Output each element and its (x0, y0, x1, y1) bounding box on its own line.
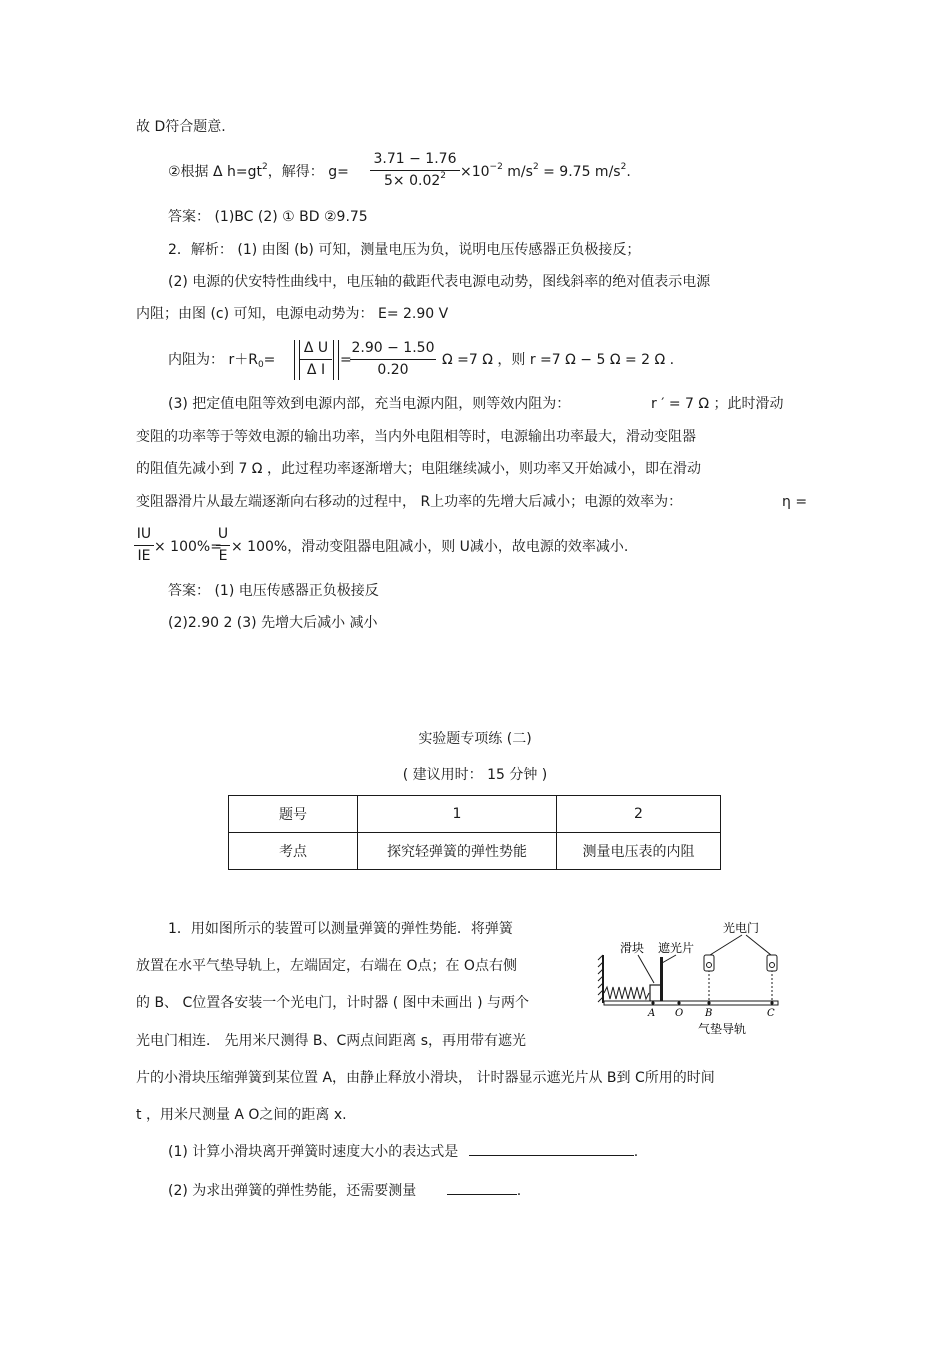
text-line: 光电门相连． 先用米尺测得 B、C两点间距离 s，再用带有遮光 (136, 1033, 527, 1049)
question-1: (1) 计算小滑块离开弹簧时速度大小的表达式是 . (168, 1144, 639, 1160)
text-line: (2) 电源的伏安特性曲线中，电压轴的截距代表电源电动势，图线斜率的绝对值表示电源 (168, 274, 711, 290)
abs-bar-right (333, 340, 339, 380)
text-line: 1．用如图所示的装置可以测量弹簧的弹性势能．将弹簧 (168, 921, 513, 937)
section-subtitle: ( 建议用时： 15 分钟 ) (402, 767, 548, 783)
text-line: × 100%，滑动变阻器电阻减小，则 U减小，故电源的效率减小. (231, 539, 629, 555)
text-line: (3) 把定值电阻等效到电源内部，充当电源内阻，则等效内阻为： (168, 396, 571, 412)
answer-blank[interactable] (447, 1194, 517, 1195)
text-line: 故 D符合题意. (136, 119, 226, 135)
leader-slider (638, 955, 654, 983)
equation-r-result: Ω =7 Ω ，则 r =7 Ω − 5 Ω = 2 Ω . (442, 352, 675, 368)
label-a: A (648, 1008, 656, 1019)
label-c: C (767, 1008, 775, 1019)
answer-blank[interactable] (469, 1155, 634, 1156)
equation-r: 内阻为： $r+R_0=$ (168, 352, 276, 370)
fraction-g: 3.71 − 1.76 $5\times 0.02^2$ (370, 151, 460, 192)
leader-gate-c (746, 935, 771, 955)
fraction-u-e: U E (217, 526, 229, 564)
text-line: 放置在水平气垫导轨上，左端固定，右端在 O点；在 O点右侧 (136, 958, 517, 974)
text-line: 片的小滑块压缩弹簧到某位置 A，由静止释放小滑块， 计时器显示遮光片从 B到 C所用的时间 (136, 1070, 715, 1086)
equals-sign: = (340, 352, 352, 368)
point-c (770, 1001, 773, 1004)
text-line: 内阻；由图 (c) 可知，电源电动势为： E= 2.90 V (136, 306, 449, 322)
text-line: r ′ = 7 Ω ；此时滑动 (651, 396, 784, 412)
table-cell: 2 (557, 796, 721, 833)
shade-plate (660, 957, 663, 1001)
question-2: (2) 为求出弹簧的弹性势能，还需要测量 . (168, 1183, 522, 1199)
text-line: 变阻的功率等于等效电源的输出功率，当内外电阻相等时，电源输出功率最大，滑动变阻器 (136, 429, 696, 445)
text-line: 的阻值先减小到 7 Ω ，此过程功率逐渐增大；电阻继续减小，则功率又开始减小，即在滑动 (136, 461, 701, 477)
table-row (229, 833, 721, 870)
leader-shade (662, 955, 676, 963)
text-line: 2．解析： (1) 由图 (b) 可知，测量电压为负，说明电压传感器正负极接反； (168, 242, 641, 258)
table-cell: 测量电压表的内阻 (557, 833, 721, 870)
air-rail (604, 1001, 778, 1005)
label-o: O (675, 1008, 684, 1019)
label-slider: 滑块 (620, 941, 645, 955)
label-shade: 遮光片 (658, 941, 695, 955)
text-line: 的 B、 C位置各安装一个光电门，计时器 ( 图中未画出 ) 与两个 (136, 995, 530, 1011)
fraction-du-di: Δ U Δ I (300, 340, 332, 379)
leader-gate-b (710, 935, 742, 955)
text-line: × 100%= (154, 539, 222, 555)
answer-line: 答案： (1)BC (2) ① BD ②9.75 (168, 209, 368, 225)
topic-table (228, 795, 721, 870)
label-b: B (705, 1008, 713, 1019)
answer-line: 答案： (1) 电压传感器正负极接反 (168, 583, 379, 599)
efficiency-symbol: η = (782, 494, 808, 510)
point-b (707, 1001, 710, 1004)
table-cell: 探究轻弹簧的弹性势能 (358, 833, 557, 870)
air-track-diagram (596, 915, 786, 1040)
table-row (229, 796, 721, 833)
table-cell: 考点 (229, 833, 358, 870)
fraction-r: 2.90 − 1.50 0.20 (351, 340, 435, 378)
point-o (677, 1001, 680, 1004)
equation-g-result: $\times 10^{-2}$ $m/s^2 = 9.75$ $m/s^2$. (460, 162, 631, 180)
label-rail: 气垫导轨 (698, 1022, 747, 1036)
table-cell: 1 (358, 796, 557, 833)
text-line: t ，用米尺测量 A O之间的距离 x. (136, 1107, 347, 1123)
table-cell: 题号 (229, 796, 358, 833)
equation-g: ②根据 Δ $h=gt^2$，解得： g= (168, 162, 349, 180)
fraction-iu-ie: IU IE (134, 526, 154, 565)
section-title: 实验题专项练 (二) (418, 731, 532, 747)
spring (604, 987, 649, 999)
answer-line: (2)2.90 2 (3) 先增大后减小 减小 (168, 615, 378, 631)
label-photogate: 光电门 (723, 921, 760, 935)
text-line: 变阻器滑片从最左端逐渐向右移动的过程中， R上功率的先增大后减小；电源的效率为： (136, 494, 683, 510)
point-a (651, 1001, 654, 1004)
